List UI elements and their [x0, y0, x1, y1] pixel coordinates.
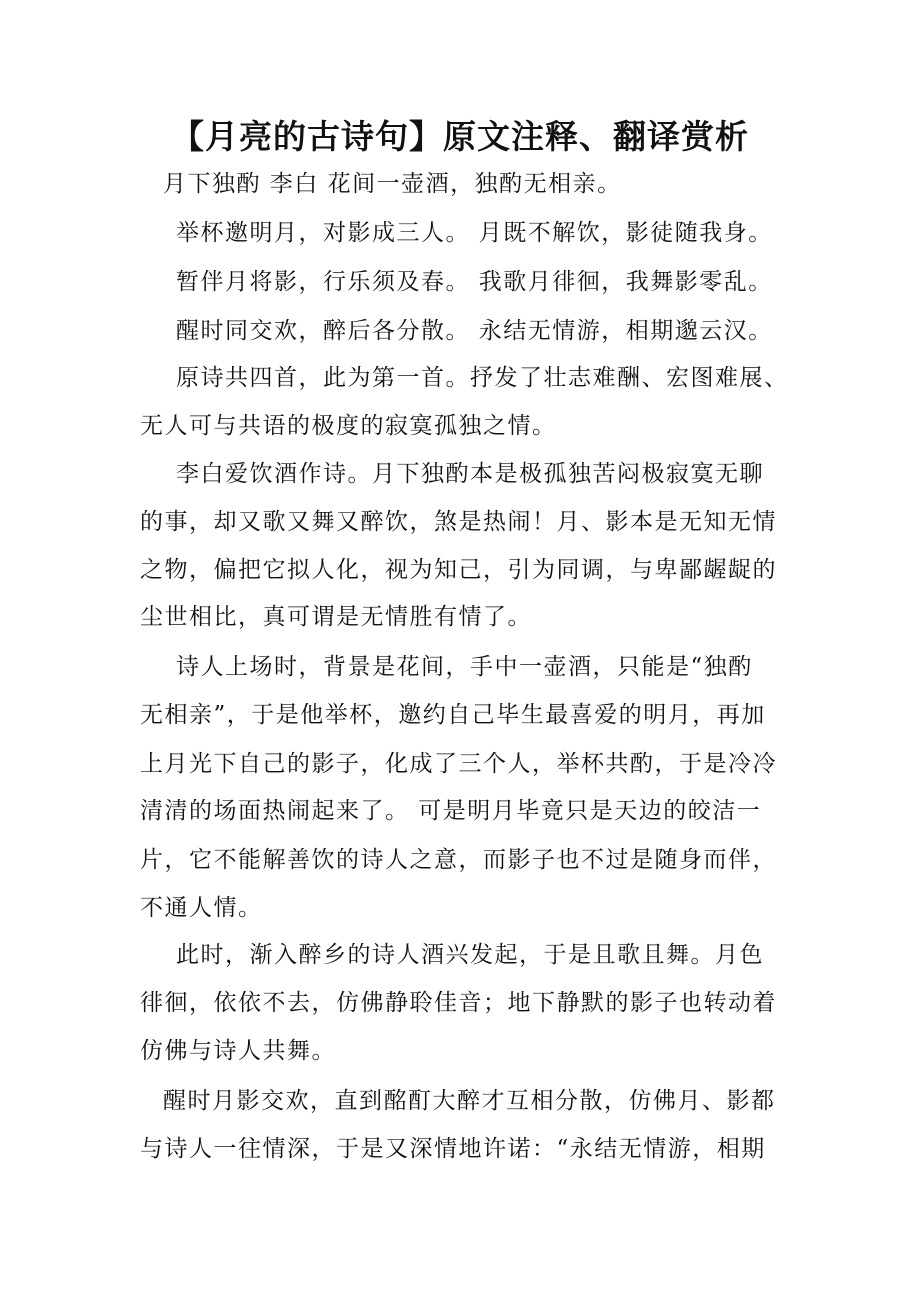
text-line: 无相亲”，于是他举杯，邀约自己毕生最喜爱的明月，再加: [140, 702, 766, 728]
text-line: 徘徊，依依不去，仿佛静聆佳音；地下静默的影子也转动着: [140, 990, 777, 1016]
text-line: 不通人情。: [140, 895, 263, 921]
text-line: 上月光下自己的影子，化成了三个人，举杯共酌，于是冷冷: [140, 751, 777, 777]
text-line: 醒时月影交欢，直到酩酊大醉才互相分散，仿佛月、影都: [163, 1088, 776, 1114]
text-line: 举杯邀明月，对影成三人。 月既不解饮，影徒随我身。: [176, 220, 773, 246]
text-line: 与诗人一往情深，于是又深情地许诺：“永结无情游，相期: [140, 1136, 766, 1162]
text-line: 诗人上场时，背景是花间，手中一壶酒，只能是“独酌: [176, 654, 753, 680]
text-line: 暂伴月将影，行乐须及春。 我歌月徘徊，我舞影零乱。: [176, 269, 773, 295]
text-line: 之物，偏把它拟人化，视为知己，引为同调，与卑鄙龌龊的: [140, 557, 777, 583]
text-line: 无人可与共语的极度的寂寞孤独之情。: [140, 413, 557, 439]
document-title: 【月亮的古诗句】原文注释、翻译赏析: [171, 117, 749, 156]
text-line: 此时，渐入醉乡的诗人酒兴发起，于是且歌且舞。月色: [176, 942, 764, 968]
text-line: 原诗共四首，此为第一首。抒发了壮志难酬、宏图难展、: [176, 365, 789, 391]
text-line: 醒时同交欢，醉后各分散。 永结无情游，相期邈云汉。: [176, 318, 773, 344]
text-line: 李白爱饮酒作诗。月下独酌本是极孤独苦闷极寂寞无聊: [176, 461, 764, 487]
text-line: 尘世相比，真可谓是无情胜有情了。: [140, 604, 532, 630]
text-line: 的事，却又歌又舞又醉饮，煞是热闹！月、影本是无知无情: [140, 509, 777, 535]
text-line: 清清的场面热闹起来了。 可是明月毕竟只是天边的皎洁一: [140, 798, 762, 824]
text-line: 仿佛与诗人共舞。: [140, 1038, 336, 1064]
text-line: 月下独酌 李白 花间一壶酒，独酌无相亲。: [163, 171, 622, 197]
text-line: 片，它不能解善饮的诗人之意，而影子也不过是随身而伴，: [140, 847, 777, 873]
